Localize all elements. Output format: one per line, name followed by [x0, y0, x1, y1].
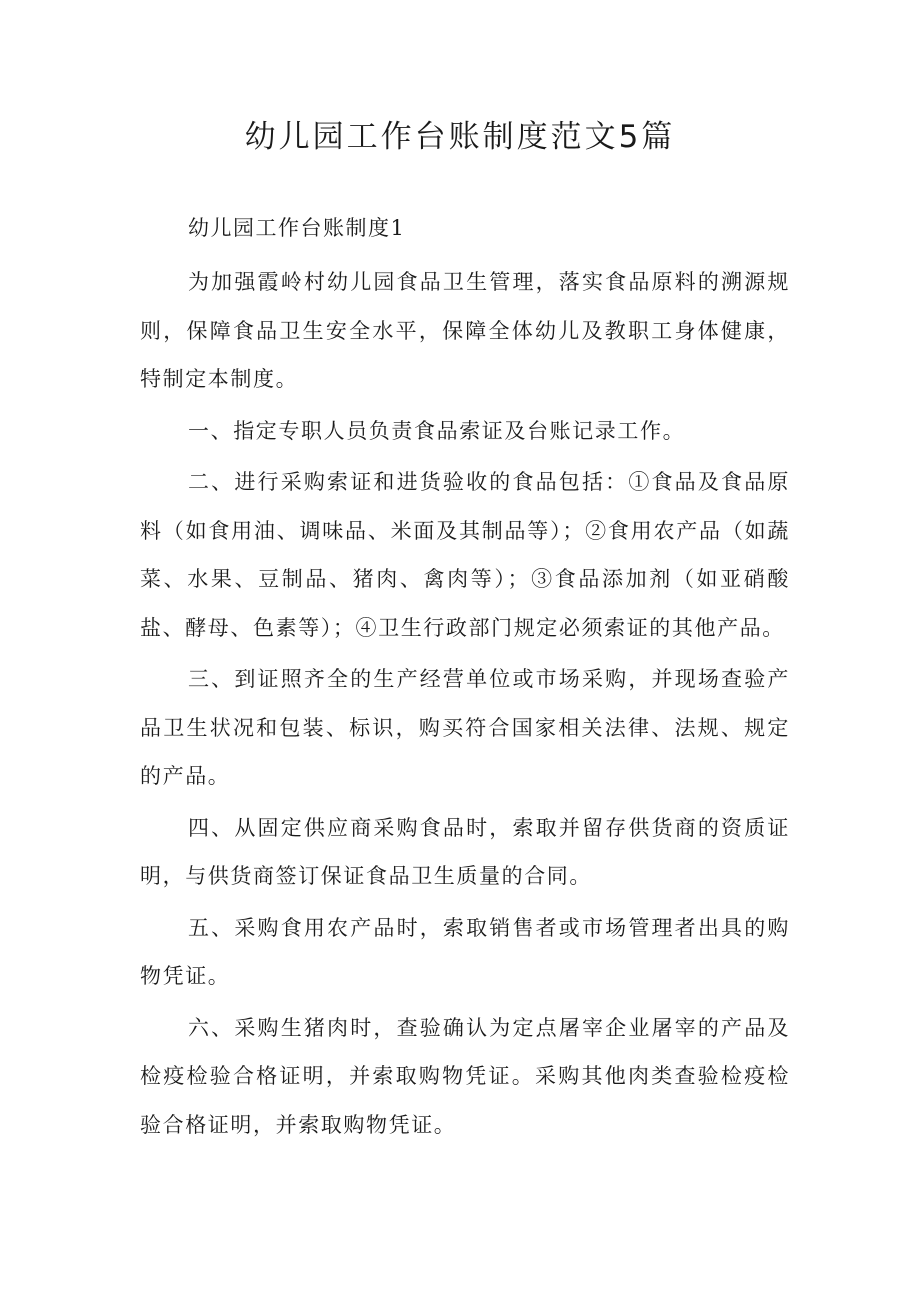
paragraph-intro: 为加强霞岭村幼儿园食品卫生管理，落实食品原料的溯源规则，保障食品卫生安全水平，保障全体幼儿及教职工身体健康，特制定本制度。: [140, 270, 790, 391]
paragraph-item-6: 六、采购生猪肉时，查验确认为定点屠宰企业屠宰的产品及检疫检验合格证明，并索取购物凭证。采购其他肉类查验检疫检验合格证明，并索取购物凭证。: [140, 1015, 790, 1137]
document-title: 幼儿园工作台账制度范文5篇: [244, 119, 676, 155]
paragraph-item-3: 三、到证照齐全的生产经营单位或市场采购，并现场查验产品卫生状况和包装、标识，购买符合国家相关法律、法规、规定的产品。: [140, 667, 790, 788]
paragraph-item-5: 五、采购食用农产品时，索取销售者或市场管理者出具的购物凭证。: [140, 915, 790, 988]
paragraph-item-4: 四、从固定供应商采购食品时，索取并留存供货商的资质证明，与供货商签订保证食品卫生质量的合同。: [140, 815, 790, 888]
section-heading: 幼儿园工作台账制度1: [188, 216, 406, 240]
paragraph-item-2: 二、进行采购索证和进货验收的食品包括：①食品及食品原料（如食用油、调味品、米面及其制品等）；②食用农产品（如蔬菜、水果、豆制品、猪肉、禽肉等）；③食品添加剂（如亚硝酸盐、酵母、色素等）；④卫生行政部门规定必须索证的其他产品。: [140, 470, 790, 640]
paragraph-item-1: 一、指定专职人员负责食品索证及台账记录工作。: [188, 418, 686, 443]
document-body: [140, 258, 790, 1152]
